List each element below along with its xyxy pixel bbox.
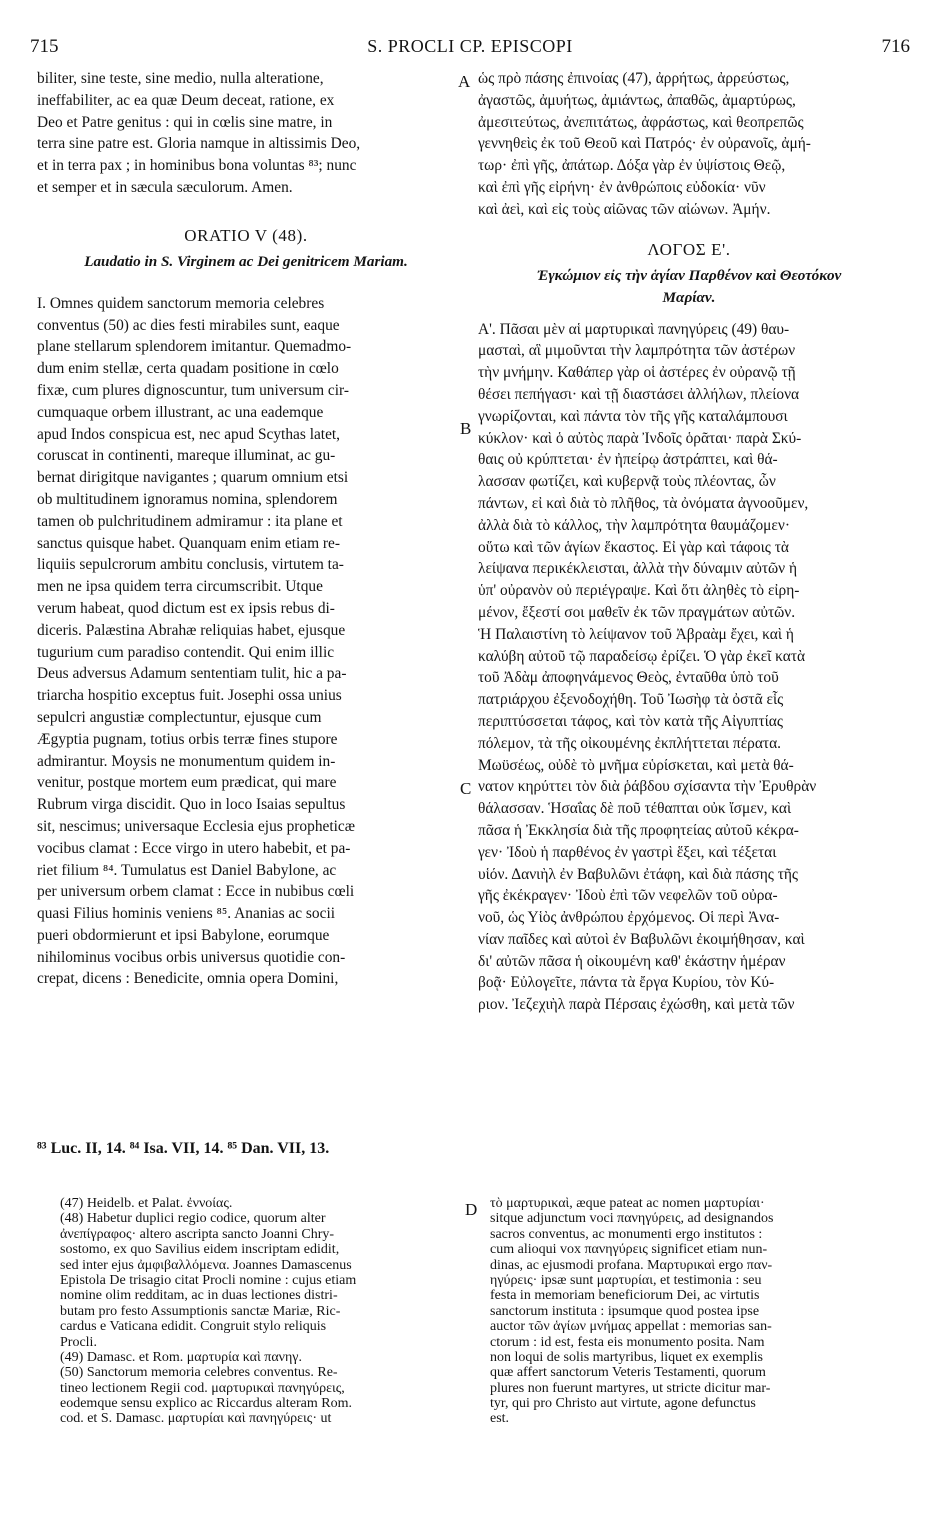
footnote-line: (49) Damasc. et Rom. μαρτυρία καὶ πανηγ.	[60, 1349, 302, 1365]
footnote-line: cod. et S. Damasc. μαρτυρίαι καὶ πανηγύρεις· ut	[60, 1411, 332, 1427]
footnote-line: τὸ μαρτυρικαὶ, æque pateat ac nomen μαρτυρίαι·	[490, 1196, 765, 1211]
footnote-line: tineo lectionem Regii cod. μαρτυρικαὶ πανηγύρεις,	[60, 1380, 345, 1396]
margin-letter-a: A	[458, 72, 471, 91]
latin-text-line: et in terra pax ; in hominibus bona voluntas ⁸³; nunc	[37, 157, 357, 175]
latin-text-line: tamen ob pulchritudinem admiramur : ita plane et	[37, 512, 343, 530]
latin-text-line: Deus adversus Adamum sententiam tulit, hic a pa-	[37, 665, 347, 683]
footnote-line: sanctorum instituta : ipsumque quod postea ipse	[490, 1303, 760, 1319]
footnote-line: est.	[490, 1411, 510, 1427]
latin-body-lines	[37, 293, 455, 991]
footnote-line: dinas, ac ejusmodi profana. Μαρτυρικαὶ ergo παν-	[490, 1257, 773, 1273]
footnote-line: ἀνεπίγραφος· altero ascripta sancto Joanni Chry-	[60, 1226, 335, 1242]
greek-text-line: λείψανα περικέκλεισται, ἀλλὰ τὴν δύναμιν αὐτῶν ἡ	[478, 560, 797, 578]
footnotes-left	[60, 1196, 460, 1427]
greek-text-line: γεν· Ἰδοὺ ἡ παρθένος ἐν γαστρὶ ἕξει, καὶ τέξεται	[478, 843, 777, 861]
greek-text-line: θάλασσαν. Ἡσαΐας δὲ ποῦ τέθαπται οὐκ ἴσμεν, καὶ	[478, 800, 792, 818]
latin-text-line: verum habeat, quod dictum est ex ipsis rebus di-	[37, 599, 335, 617]
latin-text-line: pueri obdormierunt et ipsi Babylone, eorumque	[37, 926, 330, 944]
greek-text-line: μένον, ἔξεστί σοι μαθεῖν ἐκ τῶν πραγμάτων αὐτῶν.	[478, 603, 796, 621]
footnote-line: Epistola De trisagio citat Procli nomine : cujus etiam	[60, 1272, 357, 1288]
greek-column	[478, 68, 900, 1016]
latin-text-line: tugurium cum paradiso contendit. Qui enim illic	[37, 643, 335, 661]
greek-text-line: νίαν παῖδες καὶ αὐτοὶ ἐν Βαβυλῶνι ἐκοιμήθησαν, καὶ	[478, 930, 805, 948]
footnote-line: non loqui de solis martyribus, liquet ex exemplis	[490, 1349, 763, 1365]
footnote-line: quæ affert sanctorum Veteris Testamenti, quorum	[490, 1365, 766, 1381]
greek-text-line: θαις οὐ κρύπτεται· ἐν ἠπείρῳ ἀστράπτει, καὶ θά-	[478, 451, 778, 469]
footnote-line: festa in memoriam beneficiorum Dei, ac virtutis	[490, 1288, 760, 1304]
greek-text-line: λασσαν φωτίζει, καὶ κυβερνᾷ τοὺς πλέοντας, ὧν	[478, 473, 776, 491]
greek-subheading-2: Μαρίαν.	[662, 288, 716, 306]
latin-text-line: admirantur. Moysis ne monumentum quidem in-	[37, 752, 336, 770]
latin-text-line: liquiis sepulcrorum ambitu conclusis, virtutem ta-	[37, 556, 344, 574]
greek-text-line: ἀγαστῶς, ἀμυήτως, ἀμιάντως, ἀπαθῶς, ἀμαρτύρως,	[478, 91, 796, 109]
greek-text-line: ἀμεσιτεύτως, ἀνεπιτάτως, ἀφράστως, καὶ θεοπρεπῶς	[478, 113, 804, 131]
scripture-references: ⁸³ Luc. II, 14. ⁸⁴ Isa. VII, 14. ⁸⁵ Dan. VII, 13.	[37, 1140, 330, 1157]
greek-text-line: περιπτύσσεται τάφος, καὶ τὸν κατὰ τῆς Αἰγυπτίας	[478, 712, 783, 730]
latin-text-line: fixæ, cum plures dignoscuntur, tum universum cir-	[37, 381, 349, 399]
latin-text-line: sanctus quisque habet. Quanquam enim etiam re-	[37, 534, 341, 552]
footnote-line: nomine olim redditam, ac in duas lectiones distri-	[60, 1288, 338, 1304]
greek-text-line: πόλεμον, τὰ τῆς οἰκουμένης ἐκπλήττεται πέρατα.	[478, 734, 782, 752]
latin-text-line: crepat, dicens : Benedicite, omnia opera Domini,	[37, 970, 339, 988]
greek-subheading-1: Ἐγκώμιον εἰς τὴν ἁγίαν Παρθένον καὶ Θεοτόκον	[536, 266, 842, 284]
latin-text-line: per universum orbem clamat : Ecce in nubibus cœli	[37, 883, 355, 901]
greek-text-line: υἱόν. Δανιὴλ ἐν Βαβυλῶνι ἐτάφη, καὶ διὰ πάσης τῆς	[478, 865, 799, 883]
latin-text-line: Rubrum virga discidit. Quo in loco Isaias sepultus	[37, 796, 346, 814]
latin-text-line: I. Omnes quidem sanctorum memoria celebres	[37, 294, 325, 312]
footnote-line: butam pro festo Assumptionis sanctæ Mariæ, Ric-	[60, 1303, 341, 1319]
greek-text-line: τοῦ Ἀδὰμ ἀποφηνάμενος Θεὸς, ἐνταῦθα ὑπὸ τοῦ	[478, 669, 779, 687]
latin-text-line: terra sine patre est. Gloria namque in altissimis Deo,	[37, 135, 361, 153]
greek-text-line: βοᾷ· Εὐλογεῖτε, πάντα τὰ ἔργα Κυρίου, τὸν Κύ-	[478, 974, 775, 992]
footnote-line: ηγύρεις· ipsæ sunt μαρτυρίαι, et testimonia : seu	[490, 1272, 762, 1288]
latin-column	[37, 68, 455, 990]
latin-text-line: et semper et in sæcula sæculorum. Amen.	[37, 178, 293, 196]
latin-text-line: venitur, postque mortem eum prædicat, qui mare	[37, 774, 337, 792]
latin-heading: ORATIO V (48).	[184, 225, 308, 245]
latin-text-line: Ægyptia pugnam, totius orbis terræ fines stupore	[37, 730, 338, 748]
latin-text-line: triarcha hospitio exceptus fuit. Josephi ossa unius	[37, 687, 342, 705]
greek-text-line: κύκλον· καὶ ὁ αὐτὸς παρὰ Ἰνδοῖς ὁρᾶται· παρὰ Σκύ-	[478, 429, 802, 447]
latin-text-line: quasi Filius hominis veniens ⁸⁵. Ananias ac socii	[37, 905, 335, 923]
footnote-line: plures non fuerunt martyres, ut stricte dicitur mar-	[490, 1380, 771, 1396]
latin-text-line: Deo et Patre genitus : qui in cœlis sine matre, in	[37, 113, 333, 131]
margin-letter-b: B	[460, 419, 472, 438]
latin-text-line: coruscat in continenti, mareque illuminat, ac gu-	[37, 447, 336, 465]
latin-text-line: ineffabiliter, ac ea quæ Deum deceat, ratione, ex	[37, 91, 335, 109]
footnotes-right	[490, 1196, 910, 1427]
greek-text-line: πατριάρχου ἐξενοδοχήθη. Τοῦ Ἰωσὴφ τὰ ὀστᾶ εἷς	[478, 691, 784, 709]
footnote-line: (50) Sanctorum memoria celebres conventus. Re-	[60, 1365, 338, 1381]
greek-text-line: θέσει πεπήγασι· καὶ τῇ διαστάσει ἀλλήλων, πλείονα	[478, 385, 800, 403]
greek-body-lines	[478, 319, 900, 1017]
greek-text-line: οὕτω καὶ τῶν ἁγίων ἕκαστος. Εἰ γὰρ καὶ τάφοις τὰ	[478, 538, 789, 556]
page-number-left: 715	[30, 36, 59, 57]
greek-text-line: ἀλλὰ διὰ τὸ κάλλος, τὴν λαμπρότητα θαυμάζομεν·	[478, 516, 790, 534]
footnote-line: auctor τῶν ἁγίων μνήμας appellat : memorias san-	[490, 1319, 772, 1335]
footnote-line: Procli.	[60, 1334, 97, 1350]
latin-text-line: ob multitudinem ignoramus nomina, splendorem	[37, 490, 338, 508]
latin-text-line: conventus (50) ac dies festi mirabiles sunt, eaque	[37, 316, 340, 334]
footnote-line: cum alioqui vox πανηγύρεις significet etiam nun-	[490, 1242, 768, 1258]
latin-text-line: sepulcri angustiæ complectuntur, ejusque cum	[37, 708, 322, 726]
greek-text-line: καὶ ἀεὶ, καὶ εἰς τοὺς αἰῶνας τῶν αἰώνων. Ἀμήν.	[478, 200, 771, 218]
footnote-line: tyr, qui pro Christo aut virtute, agone defunctus	[490, 1396, 756, 1412]
latin-text-line: riet filium ⁸⁴. Tumulatus est Daniel Babylone, ac	[37, 861, 337, 879]
footnote-line: sacros conventus, ac monumenti ergo institutos :	[490, 1226, 763, 1242]
greek-text-line: γνωρίζονται, καὶ πάντα τὸν τῆς γῆς καταλάμπουσι	[478, 407, 788, 425]
latin-text-line: dum enim stellæ, certa quadam positione in cœlo	[37, 360, 339, 378]
latin-text-line: plane stellarum splendorem imitantur. Quemadmo-	[37, 338, 352, 356]
greek-text-line: δι' αὐτῶν πᾶσα ἡ οἰκουμένη καθ' ἑκάστην ἡμέραν	[478, 952, 786, 970]
latin-text-line: biliter, sine teste, sine medio, nulla alteratione,	[37, 70, 324, 87]
footnote-line: sitque adjunctum voci πανηγύρεις, ad designandos	[490, 1211, 774, 1227]
latin-text-line: diceris. Palæstina Abrahæ reliquias habet, ejusque	[37, 621, 346, 639]
footnote-line: (48) Habetur duplici regio codice, quorum alter	[60, 1211, 326, 1227]
footnote-line: ctorum : id est, festa eis monumento posita. Nam	[490, 1334, 765, 1350]
greek-text-line: καὶ ἐπὶ γῆς εἰρήνη· ἐν ἀνθρώποις εὐδοκία· νῦν	[478, 178, 766, 196]
greek-text-line: γεννηθεὶς ἐκ τοῦ Θεοῦ καὶ Πατρός· ἐν οὐρανοῖς, ἀμή-	[478, 135, 811, 153]
margin-letter-c: C	[460, 779, 472, 798]
margin-letter-d: D	[465, 1200, 478, 1219]
greek-text-line: πάντων, εἰ καὶ διὰ τὸ πλῆθος, τὰ ὀνόματα ἀγνοοῦμεν,	[478, 494, 809, 512]
greek-text-line: πᾶσα ἡ Ἐκκλησία διὰ τῆς προφητείας αὐτοῦ κέκρα-	[478, 821, 799, 839]
greek-text-line: μασταὶ, αἳ μιμοῦνται τὴν λαμπρότητα τῶν ἀστέρων	[478, 342, 796, 360]
latin-subheading: Laudatio in S. Virginem ac Dei genitricem Mariam.	[84, 252, 408, 270]
greek-text-line: Α'. Πᾶσαι μὲν αἱ μαρτυρικαὶ πανηγύρεις (49) θαυ-	[478, 320, 790, 338]
latin-text-line: bernat dirigitque navigantes ; quarum omnium etsi	[37, 469, 349, 487]
greek-text-line: ὑπ' οὐρανὸν οὐ περιέγραψε. Καὶ ὅτι ἀληθὲς τὸ εἰρη-	[478, 582, 800, 600]
latin-text-line: vocibus clamat : Ecce virgo in utero habebit, et pa-	[37, 839, 351, 857]
running-header	[30, 36, 910, 62]
greek-text-line: τὴν μνήμην. Καθάπερ γὰρ οἱ ἀστέρες ἐν οὐρανῷ τῇ	[478, 364, 796, 382]
footnote-line: (47) Heidelb. et Palat. ἐννοίας.	[60, 1196, 233, 1211]
footnote-line: cardus e Vaticana edidit. Congruit stylo reliquis	[60, 1319, 327, 1335]
greek-text-line: ὡς πρὸ πάσης ἐπινοίας (47), ἀρρήτως, ἀρρεύστως,	[478, 70, 790, 87]
greek-intro-lines	[478, 68, 900, 221]
greek-text-line: Ἡ Παλαιστίνη τὸ λείψανον τοῦ Ἀβραὰμ ἔχει, καὶ ἡ	[478, 625, 794, 643]
greek-text-line: καλύβη αὐτοῦ τῷ παραδείσῳ ἐρίζει. Ὁ γὰρ ἐκεῖ κατὰ	[478, 647, 806, 665]
page-number-right: 716	[881, 36, 910, 57]
running-title: S. PROCLI CP. EPISCOPI	[367, 36, 573, 56]
footnote-line: sed inter ejus ἀμφιβαλλόμενα. Joannes Damascenus	[60, 1257, 352, 1273]
latin-text-line: cumquaque orbem illustrant, ac una eademque	[37, 403, 324, 421]
greek-text-line: ριον. Ἰεζεχιὴλ παρὰ Πέρσαις ἐχώσθη, καὶ μετὰ τῶν	[478, 996, 795, 1014]
footnote-line: sostomo, ex quo Savilius eidem inscriptam edidit,	[60, 1242, 340, 1258]
latin-text-line: sit, nescimus; universaque Ecclesia ejus propheticæ	[37, 817, 355, 835]
greek-text-line: γῆς ἐκέκραγεν· Ἰδοὺ ἐπὶ τῶν νεφελῶν τοῦ οὐρα-	[478, 887, 778, 905]
greek-text-line: νατον κηρύττει τὸν διὰ ῥάβδου σχίσαντα τὴν Ἐρυθρὰν	[478, 778, 817, 796]
latin-text-line: men ne ipsa quidem terra circumscribit. Utque	[37, 578, 323, 596]
latin-intro-lines	[37, 68, 455, 199]
greek-text-line: Μωϋσέως, οὐδὲ τὸ μνῆμα εὑρίσκεται, καὶ μετὰ θά-	[478, 756, 794, 774]
footnote-line: eodemque sensu explico ac Riccardus alteram Rom.	[60, 1396, 352, 1412]
latin-text-line: nihilominus vocibus orbis universus quotidie con-	[37, 948, 346, 966]
greek-heading: ΛΟΓΟΣ Ε'.	[647, 239, 731, 259]
greek-text-line: νοῦ, ὡς Υἱὸς ἀνθρώπου ἐρχόμενος. Οἱ περὶ Ἀνα-	[478, 909, 780, 927]
greek-text-line: τωρ· ἐπὶ γῆς, ἀπάτωρ. Δόξα γὰρ ἐν ὑψίστοις Θεῷ,	[478, 157, 786, 175]
latin-text-line: apud Indos conspicua est, nec apud Scythas latet,	[37, 425, 341, 443]
